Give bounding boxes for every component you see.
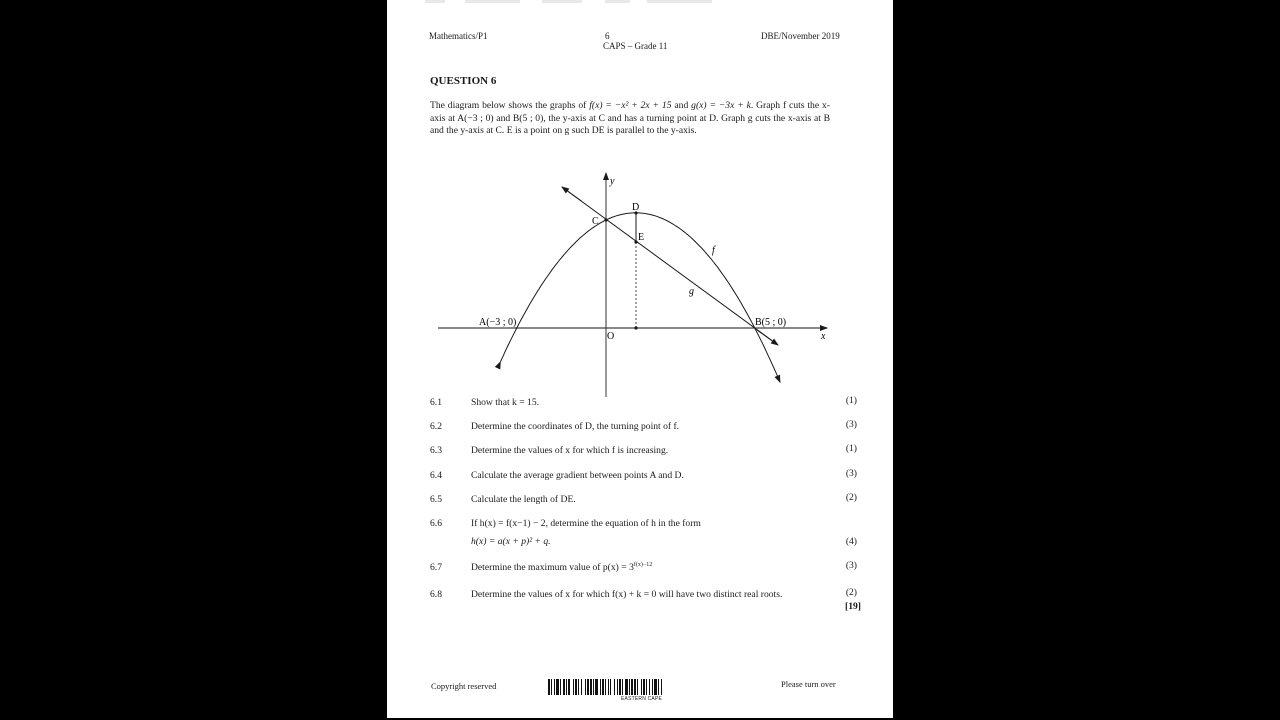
subquestion-number: 6.3 [430,445,442,456]
footer-turn-over: Please turn over [781,679,836,689]
subquestion-text [471,518,701,529]
barcode [548,679,734,695]
subquestion-number: 6.6 [430,518,442,529]
subquestion-text [471,397,539,408]
subquestion-number: 6.1 [430,397,442,408]
subquestion-marks: (3) [845,560,857,571]
subquestion-marks: (2) [845,492,857,503]
total-marks: [19] [845,601,861,612]
subquestion-marks: (3) [845,468,857,479]
subquestion-text-line2: h(x) = a(x + p)² + q. [471,536,551,547]
barcode-bar [662,679,663,695]
point-A-label: A(−3 ; 0) [479,317,517,328]
subquestion-number: 6.5 [430,494,442,505]
exam-page [387,0,893,718]
intro-and: and [671,100,692,111]
subquestion-text [471,445,668,456]
subquestion-text-main: Determine the values of x for which f(x) + k = 0 will have two distinct real roots. [471,589,783,600]
subquestion-text-main: If h(x) = f(x−1) − 2, determine the equation of h in the form [471,518,701,529]
line-g-arrow-left [562,187,582,202]
question-intro: The diagram below shows the graphs of f(x) = −x² + 2x + 15 and g(x) = −3x + k. Graph f cuts the x-axis at A(−3 ; 0) and B(5 ; 0), the y-axis at C and has a turning point at D. Graph g cuts the x-axis at B and the y-axis at C. E is a point on g such DE is parallel to the y-axis. [430,100,830,137]
subquestion-marks: (4) [845,536,857,547]
subquestion-number: 6.7 [430,562,442,573]
point-E-label: E [638,232,645,243]
point-C-label: C [592,216,599,227]
point-foot [634,326,637,329]
subquestion-marks: (1) [845,443,857,454]
subquestion-text-main: Determine the coordinates of D, the turning point of f. [471,421,680,432]
f-definition: f(x) = −x² + 2x + 15 [589,100,672,111]
point-D-label: D [632,202,640,213]
graph-diagram [387,0,893,400]
origin-label: O [607,331,615,342]
subquestion-number: 6.4 [430,470,442,481]
line-g [562,187,778,345]
header-curriculum: CAPS – Grade 11 [603,41,668,51]
subquestion-marks: (3) [845,419,857,430]
barcode-label: EASTERN CAPE [621,696,663,702]
subquestion-text-main: Determine the maximum value of p(x) = 3 [471,562,634,573]
point-B-label: B(5 ; 0) [755,317,787,328]
subquestion-text-main: Show that k = 15. [471,397,540,408]
intro-text: The diagram below shows the graphs of [430,100,590,111]
intro-rest: Graph f cuts the x-axis at A(−3 ; 0) and B(5 ; 0), the y-axis at C and has a turning point at D. Graph g cuts the x-axis at B and the y-axis at C. E is a point on g such DE is parallel to the y-axis. [430,100,830,137]
header-page-number: 6 [605,31,610,41]
line-g-arrow-right [757,330,778,345]
subquestion-text [471,421,679,432]
footer-copyright: Copyright reserved [431,681,497,691]
g-definition: g(x) = −3x + k [691,100,751,111]
subquestion-text [471,494,576,505]
subquestion-marks: (2) [845,587,857,598]
graph-f-label: f [712,245,715,256]
question-title: QUESTION 6 [430,75,497,87]
header-exam-date: DBE/November 2019 [761,31,840,41]
subquestion-text-main: Calculate the average gradient between points A and D. [471,470,684,481]
subquestion-text [471,589,782,600]
subquestion-marks: (1) [845,395,857,406]
subquestion-text-main: Calculate the length of DE. [471,494,576,505]
subquestion-text-main: Determine the values of x for which f is increasing. [471,445,669,456]
subquestion-number: 6.2 [430,421,442,432]
exponent: f(x)−12 [633,562,653,568]
x-axis-label: x [821,331,826,342]
y-axis-label: y [610,176,615,187]
point-C [604,218,607,221]
subquestion-number: 6.8 [430,589,442,600]
graph-g-label: g [689,286,694,297]
header-subject: Mathematics/P1 [429,31,488,41]
subquestion-text [471,470,684,481]
subquestion-text [471,562,652,573]
